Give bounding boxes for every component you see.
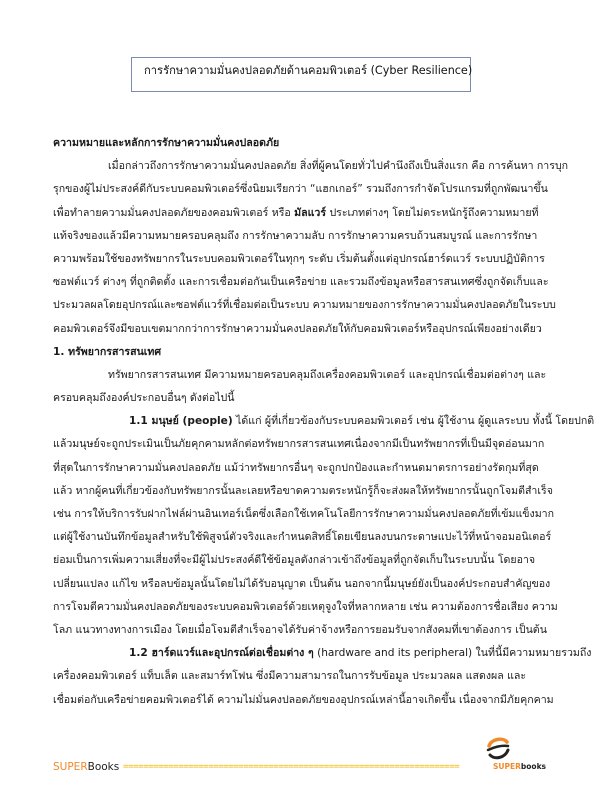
text-run: ได้แก่ ผู้ที่เกี่ยวข้องกับระบบคอมพิวเตอร์ เช่น ผู้ใช้งาน ผู้ดูแลระบบ ทั้งนี้ โดยปกติ (232, 415, 595, 428)
item-1-2-first-line (53, 642, 592, 665)
paragraph-line: ความพร้อมใช้ของทรัพยากรในระบบคอมพิวเตอร์ในทุกๆ ระดับ เริ่มต้นตั้งแต่อุปกรณ์ฮาร์ดแวร์ ระบบปฏิบัติการ (53, 252, 545, 265)
item-1-1-first-line (53, 410, 595, 433)
paragraph-line: เช่น การให้บริการรับฝากไฟล์ผ่านอินเทอร์เน็ตซึ่งเลือกใช้เทคโนโลยีการรักษาความมั่นคงปลอดภัยที่เข้มแข็งมาก (53, 508, 555, 520)
paragraph-line: เมื่อกล่าวถึงการรักษาความมั่นคงปลอดภัย สิ่งที่ผู้คนโดยทั่วไปคำนึงถึงเป็นสิ่งแรก คือ การค้นหา การบุก (108, 160, 569, 173)
footer-brand-super: SUPER (53, 761, 88, 773)
logo-text-super: SUPER (493, 762, 521, 771)
paragraph-line: คอมพิวเตอร์จึงมีขอบเขตมากกว่าการรักษาความมั่นคงปลอดภัยให้กับคอมพิวเตอร์หรืออุปกรณ์เพียงอย่างเดียว (53, 322, 542, 335)
footer-brand-books: Books (87, 761, 120, 773)
paragraph-line: ที่สุดในการรักษาความมั่นคงปลอดภัย แม้ว่าทรัพยากรอื่นๆ จะถูกปกป้องและกำหนดมาตรการอย่างรัดกุมที่สุด (53, 461, 539, 474)
paragraph-line: แท้จริงของแล้วมีความหมายครอบคลุมถึง การรักษาความลับ การรักษาความครบถ้วนสมบูรณ์ และการรักษา (53, 229, 538, 242)
paragraph-line: ครอบคลุมถึงองค์ประกอบอื่นๆ ดังต่อไปนี้ (53, 392, 235, 405)
text-run: เพื่อทำลายความมั่นคงปลอดภัยของคอมพิวเตอร์ หรือ (53, 206, 295, 219)
footer-logo-text (493, 759, 546, 775)
document-title-box (131, 57, 471, 92)
paragraph-line: ซอฟต์แวร์ ต่างๆ ที่ถูกติดตั้ง และการเชื่อมต่อกันเป็นเครือข่าย และรวมถึงข้อมูลหรือสารสนเทศซึ่งถูกจัดเก็บและ (53, 276, 549, 289)
text-run: ประเภทต่างๆ โดยไม่ตระหนักรู้ถึงความหมายที่ (326, 206, 539, 219)
paragraph-line: โลภ แนวทางทางการเมือง โดยเมื่อโจมตีสำเร็จอาจได้รับค่าจ้างหรือการยอมรับจากสังคมที่เขาต้องการ เป็นต้น (53, 623, 547, 636)
paragraph-line: เครื่องคอมพิวเตอร์ แท็บเล็ต และสมาร์ทโฟน ซึ่งมีความสามารถในการรับข้อมูล ประมวลผล แสดงผล และ (53, 670, 527, 683)
logo-text-books: books (520, 762, 547, 771)
paragraph-line: แล้วมนุษย์จะถูกประเมินเป็นภัยคุกคามหลักต่อทรัพยากรสารสนเทศเนื่องจากมีเป็นทรัพยากรที่เป็นมีจุดอ่อนมาก (53, 438, 545, 451)
text-run: (hardware and its peripheral) ในที่นี้มีความหมายรวมถึง (313, 647, 592, 660)
item-1-1-label: 1.1 มนุษย์ (people) (129, 415, 233, 428)
paragraph-line: แต่ผู้ใช้งานบันทึกข้อมูลสำหรับใช้พิสูจน์ตัวจริงและกำหนดสิทธิ์โดยเขียนลงบนกระดาษแปะไว้ที่หน้าจอมอนิเตอร์ (53, 531, 552, 544)
paragraph-line: เชื่อมต่อกับเครือข่ายคอมพิวเตอร์ได้ ความไม่มั่นคงปลอดภัยของอุปกรณ์เหล่านี้อาจเกิดขึ้น เนื่องจากมีภัยคุกคาม (53, 693, 554, 706)
malware-term: มัลแวร์ (294, 206, 327, 219)
paragraph-line: แล้ว หากผู้คนที่เกี่ยวข้องกับทรัพยากรนั้นละเลยหรือขาดความตระหนักรู้ก็จะส่งผลให้ทรัพยากรนั้นถูกโจมตีสำเร็จ (53, 484, 553, 497)
document-title: การรักษาความมั่นคงปลอดภัยด้านคอมพิวเตอร์ (Cyber Resilience) (144, 64, 473, 77)
paragraph-line: ประมวลผลโดยอุปกรณ์และซอฟต์แวร์ที่เชื่อมต่อเป็นระบบ ความหมายของการรักษาความมั่นคงปลอดภัยในระบบ (53, 299, 556, 312)
paragraph-line: รุกของผู้ไม่ประสงค์ดีกับระบบคอมพิวเตอร์ซึ่งนิยมเรียกว่า “แฮกเกอร์” รวมถึงการกำจัดโปรแกรมที่ถูกพัฒนาขึ้น (53, 183, 548, 196)
paragraph-line: เปลี่ยนแปลง แก้ไข หรือลบข้อมูลนั้นโดยไม่ได้รับอนุญาต เป็นต้น นอกจากนี้มนุษย์ยังเป็นองค์ประกอบสำคัญของ (53, 577, 551, 590)
page-footer (53, 759, 553, 775)
document-body (53, 132, 595, 712)
section-heading: ความหมายและหลักการรักษาความมั่นคงปลอดภัย (53, 137, 280, 149)
section-1-heading: 1. ทรัพยากรสารสนเทศ (53, 345, 162, 358)
paragraph-line (53, 202, 553, 225)
item-1-2-label: 1.2 ฮาร์ดแวร์และอุปกรณ์ต่อเชื่อมต่าง ๆ (129, 647, 314, 660)
paragraph-line: การโจมตีความมั่นคงปลอดภัยของระบบคอมพิวเตอร์ด้วยเหตุจูงใจที่หลากหลาย เช่น ความต้องการชื่อเสียง ความ (53, 600, 558, 613)
paragraph-line: ทรัพยากรสารสนเทศ มีความหมายครอบคลุมถึงเครื่องคอมพิวเตอร์ และอุปกรณ์เชื่อมต่อต่างๆ และ (108, 368, 547, 381)
footer-separator: =================================================================== (123, 762, 460, 772)
paragraph-line: ย่อมเป็นการเพิ่มความเสี่ยงที่จะมีผู้ไม่ประสงค์ดีใช้ข้อมูลดังกล่าวเข้าถึงข้อมูลที่ถูกจัดเก็บในระบบนั้น โดยอาจ (53, 554, 536, 567)
